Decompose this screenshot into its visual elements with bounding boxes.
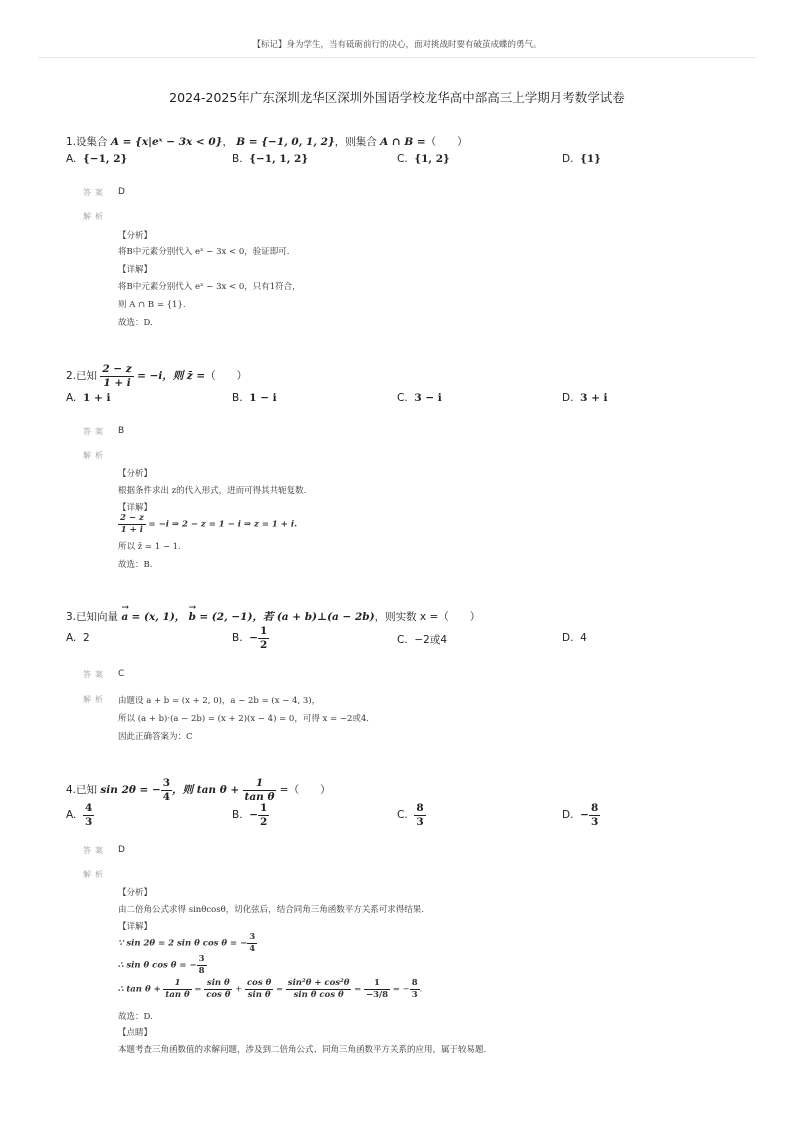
q4-answer-value: D bbox=[118, 845, 125, 855]
q1-answer-label: 答案 bbox=[83, 188, 107, 197]
header-divider bbox=[38, 57, 756, 58]
q2-xiangjie-line-1: $\frac{2 - z}{1 + i}$ = −i ⇒ 2 − z = 1 − i ⇒ z = 1 + i. bbox=[120, 513, 298, 535]
q4-option-a[interactable]: A. $\frac{4}{3}$ bbox=[66, 802, 93, 828]
header-motto: 【标记】身为学生，当有砥砺前行的决心，面对挑战时要有破茧成蝶的勇气。 bbox=[252, 40, 542, 50]
q4-option-b[interactable]: B. − $\frac{1}{2}$ bbox=[232, 802, 268, 828]
q4-option-d[interactable]: D. − $\frac{8}{3}$ bbox=[562, 802, 599, 828]
page-title: 2024-2025年广东深圳龙华区深圳外国语学校龙华高中部高三上学期月考数学试卷 bbox=[169, 90, 625, 105]
q3-explain-line-2: 所以 (a + b)·(a − 2b) = (x + 2)(x − 4) = 0，可得 x = −2或4. bbox=[118, 714, 369, 724]
q3-explain-line-3: 因此正确答案为：C bbox=[118, 732, 193, 742]
q4-fenxi-text: 由二倍角公式求得 sinθcosθ，切化弦后，结合同角三角函数平方关系可求得结果. bbox=[118, 905, 424, 915]
q2-fenxi-heading: 【分析】 bbox=[118, 469, 153, 479]
q2-answer-value: B bbox=[118, 426, 125, 436]
q1-option-b[interactable]: B. {−1, 1, 2} bbox=[232, 153, 309, 165]
q2-xiangjie-line-3: 故选：B. bbox=[118, 560, 153, 570]
q3-answer-label: 答案 bbox=[83, 670, 107, 679]
q2-xiangjie-line-2: 所以 z̄ = 1 − 1. bbox=[118, 542, 181, 552]
q4-answer-label: 答案 bbox=[83, 846, 107, 855]
q1-option-c[interactable]: C. {1, 2} bbox=[397, 153, 450, 165]
q3-answer-value: C bbox=[118, 669, 125, 679]
question-1-stem: 1.设集合 A = {x|eˣ − 3x < 0}， B = {−1, 0, 1, 2}，则集合 A ∩ B =（ ） bbox=[66, 136, 468, 148]
q1-analysis-label: 解析 bbox=[83, 212, 107, 221]
question-3-stem: 3.已知向量 → a = (x, 1)， → b = (2, −1)，若 (a + b)⊥(a − 2b)，则实数 x =（ ） bbox=[66, 609, 480, 624]
q3-option-a[interactable]: A. 2 bbox=[66, 632, 90, 644]
q1-xiangjie-line-1: 将B中元素分别代入 eˣ − 3x < 0，只有1符合， bbox=[118, 282, 301, 292]
q2-analysis-label: 解析 bbox=[83, 451, 107, 460]
q2-option-c[interactable]: C. 3 − i bbox=[397, 392, 442, 404]
q3-option-d[interactable]: D. 4 bbox=[562, 632, 587, 644]
q4-dianjing-heading: 【点睛】 bbox=[118, 1028, 153, 1038]
q4-xiangjie-line-1: ∵ sin 2θ = 2 sin θ cos θ = − $\frac{3}{4}$ bbox=[118, 932, 256, 954]
q3-option-c[interactable]: C. −2或4 bbox=[397, 634, 448, 646]
q3-explain-line-1: 由题设 a + b = (x + 2, 0)，a − 2b = (x − 4, 3)， bbox=[118, 696, 321, 706]
q4-xiangjie-heading: 【详解】 bbox=[118, 922, 153, 932]
q4-fenxi-heading: 【分析】 bbox=[118, 888, 153, 898]
q2-option-b[interactable]: B. 1 − i bbox=[232, 392, 277, 404]
q1-xiangjie-line-3: 故选：D. bbox=[118, 318, 153, 328]
q4-xiangjie-line-2: ∴ sin θ cos θ = − $\frac{3}{8}$ bbox=[118, 954, 205, 976]
q1-fenxi-text: 将B中元素分别代入 eˣ − 3x < 0，验证即可. bbox=[118, 247, 290, 257]
q2-answer-label: 答案 bbox=[83, 427, 107, 436]
q4-xiangjie-line-4: 故选：D. bbox=[118, 1012, 153, 1022]
question-4-stem: 4.已知 sin 2θ = − $\frac{3}{4}$ ，则 tan θ + $\frac{1}{\text{tan θ}}$ =（ ） bbox=[66, 777, 331, 803]
q1-fenxi-heading: 【分析】 bbox=[118, 231, 153, 241]
q1-xiangjie-line-2: 则 A ∩ B = {1}. bbox=[118, 300, 186, 310]
q1-option-d[interactable]: D. {1} bbox=[562, 153, 601, 165]
q4-xiangjie-line-3: ∴ tan θ + $\frac{1}{\text{tan θ}}$ = $\frac{\text{sin θ}}{\text{cos θ}}$ + $\frac{\text{cos θ}}{\text{sin θ}}$ = $\frac{\text{sin²θ + cos²θ}}{\text{sin θ cos θ}}$ = $\frac{1}{-3/8}$ = − $\frac{8}{3}$ . bbox=[118, 978, 423, 1000]
q2-fenxi-text: 根据条件求出 z的代入形式，进而可得其共轭复数. bbox=[118, 486, 307, 496]
q1-option-a[interactable]: A. {−1, 2} bbox=[66, 153, 128, 165]
q2-fraction: $\frac{2 - z}{1 + i}$ bbox=[102, 363, 132, 389]
q2-option-a[interactable]: A. 1 + i bbox=[66, 392, 111, 404]
q3-option-b[interactable]: B. − $\frac{1}{2}$ bbox=[232, 625, 268, 651]
q2-option-d[interactable]: D. 3 + i bbox=[562, 392, 608, 404]
q2-xiangjie-heading: 【详解】 bbox=[118, 503, 153, 513]
q4-analysis-label: 解析 bbox=[83, 870, 107, 879]
q3-analysis-label: 解析 bbox=[83, 695, 107, 704]
q1-answer-value: D bbox=[118, 187, 125, 197]
question-2-stem: 2.已知 $\frac{2 - z}{1 + i}$ = −i，则 z̄ =（ ） bbox=[66, 363, 248, 389]
q1-xiangjie-heading: 【详解】 bbox=[118, 265, 153, 275]
q4-option-c[interactable]: C. $\frac{8}{3}$ bbox=[397, 802, 424, 828]
q4-dianjing-text: 本题考查三角函数值的求解问题，涉及到二倍角公式、同角三角函数平方关系的应用，属于较易题. bbox=[118, 1045, 487, 1055]
